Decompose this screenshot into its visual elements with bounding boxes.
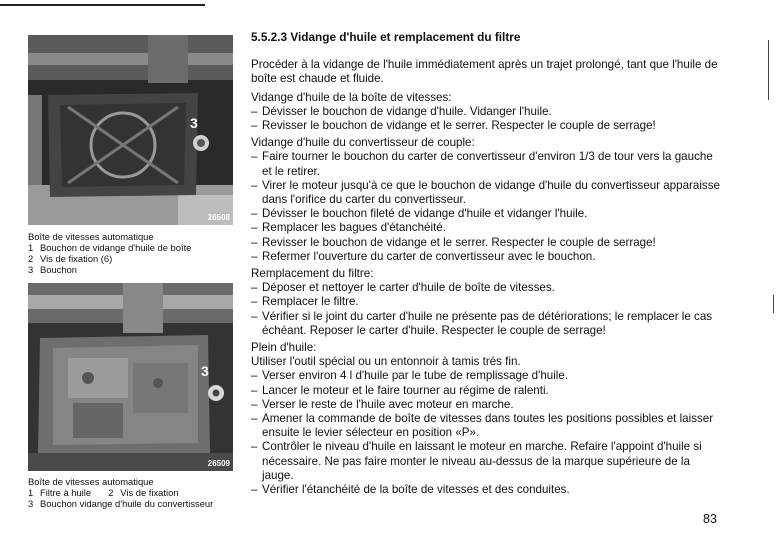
- step-item: – Verser le reste de l'huile avec moteur en marche.: [251, 398, 721, 412]
- caption-item: [28, 253, 243, 264]
- step-item: – Virer le moteur jusqu'à ce que le bouchon de vidange d'huile du convertisseur apparaisse dans l'orifice du carter du convertisseur.: [251, 179, 721, 207]
- block-heading: Vidange d'huile du convertisseur de couple:: [251, 136, 475, 150]
- figure1-caption: [28, 231, 243, 275]
- step-item: – Déposer et nettoyer le carter d'huile de boîte de vitesses.: [251, 281, 721, 295]
- step-item: – Remplacer les bagues d'étanchéité.: [251, 221, 721, 235]
- step-item: – Lancer le moteur et le faire tourner au régime de ralenti.: [251, 384, 721, 398]
- intro-paragraph: Procéder à la vidange de l'huile immédiatement après un trajet prolongé, tant que l'huile de boîte est chaude et fluide.: [251, 58, 718, 86]
- step-item: – Revisser le bouchon de vidange et le serrer. Respecter le couple de serrage!: [251, 236, 721, 250]
- block-heading: Plein d'huile:: [251, 341, 317, 355]
- section-heading: [251, 30, 721, 44]
- caption-item-number: 2: [28, 253, 34, 264]
- step-list: [251, 369, 721, 497]
- step-item: – Faire tourner le bouchon du carter de convertisseur d'environ 1/3 de tour vers la gauche et le retirer.: [251, 150, 721, 178]
- callout-number: 3: [190, 115, 198, 131]
- step-item: – Verser environ 4 l d'huile par le tube de remplissage d'huile.: [251, 369, 721, 383]
- section-title: Vidange d'huile et remplacement du filtre: [290, 30, 521, 44]
- image-number: 26508: [207, 213, 230, 222]
- caption-item-text: Bouchon de vidange d'huile de boîte: [40, 242, 192, 253]
- photo-oil-filter: [28, 283, 233, 471]
- block-heading: Vidange d'huile de la boîte de vitesses:: [251, 90, 452, 104]
- photo-transmission-pan: [28, 35, 233, 225]
- caption-item-text: Filtre à huile: [40, 487, 92, 498]
- image-number: 26509: [207, 459, 230, 468]
- step-item: – Amener la commande de boîte de vitesses dans toutes les positions possibles et laisser ensuite le levier sélecteur en position «P».: [251, 412, 721, 440]
- figure2-caption: [28, 476, 243, 509]
- caption-item: [28, 498, 243, 509]
- caption-item: [28, 487, 243, 498]
- step-item: – Dévisser le bouchon fileté de vidange d'huile et vidanger l'huile.: [251, 207, 721, 221]
- top-rule: [0, 4, 205, 6]
- photo-drawing: [28, 35, 233, 225]
- step-list: [251, 281, 721, 338]
- caption-item-text: Vis de fixation: [120, 487, 179, 498]
- step-list: [251, 150, 721, 264]
- step-item: – Revisser le bouchon de vidange et le serrer. Respecter le couple de serrage!: [251, 119, 721, 133]
- edge-mark: [773, 295, 774, 313]
- caption-item: [28, 242, 243, 253]
- step-item: – Vérifier l'étanchéité de la boîte de vitesses et des conduites.: [251, 483, 721, 497]
- step-item: – Refermer l'ouverture du carter de convertisseur avec le bouchon.: [251, 250, 721, 264]
- caption-item-number: 2: [108, 487, 114, 498]
- step-item: – Dévisser le bouchon de vidange d'huile. Vidanger l'huile.: [251, 105, 721, 119]
- callout-number: 3: [201, 363, 209, 379]
- caption-item-number: 3: [28, 498, 34, 509]
- caption-title: Boîte de vitesses automatique: [28, 231, 154, 242]
- caption-item: [28, 264, 243, 275]
- block-heading: Remplacement du filtre:: [251, 267, 374, 281]
- caption-item-text: Bouchon: [40, 264, 78, 275]
- section-number: 5.5.2.3: [251, 30, 288, 44]
- caption-item-text: Bouchon vidange d'huile du convertisseur: [40, 498, 214, 509]
- page-number: 83: [703, 512, 717, 526]
- caption-item-text: Vis de fixation (6): [40, 253, 113, 264]
- edge-mark: [768, 40, 769, 100]
- step-list: [251, 105, 721, 133]
- step-item: – Remplacer le filtre.: [251, 295, 721, 309]
- step-item: – Vérifier si le joint du carter d'huile ne présente pas de détériorations; le remplacer le cas échéant. Reposer le carter d'huile. Respecter le couple de serrage!: [251, 310, 721, 338]
- main-content: [251, 30, 721, 500]
- block-note: Utiliser l'outil spécial ou un entonnoir à tamis très fin.: [251, 355, 521, 369]
- caption-item-number: 3: [28, 264, 34, 275]
- step-item: – Contrôler le niveau d'huile en laissant le moteur en marche. Refaire l'appoint d'huile si nécessaire. Ne pas faire monter le niveau au-dessus de la marque supérieure de la jauge.: [251, 440, 721, 483]
- caption-title: Boîte de vitesses automatique: [28, 476, 154, 487]
- caption-item-number: 1: [28, 242, 34, 253]
- caption-item-number: 1: [28, 487, 34, 498]
